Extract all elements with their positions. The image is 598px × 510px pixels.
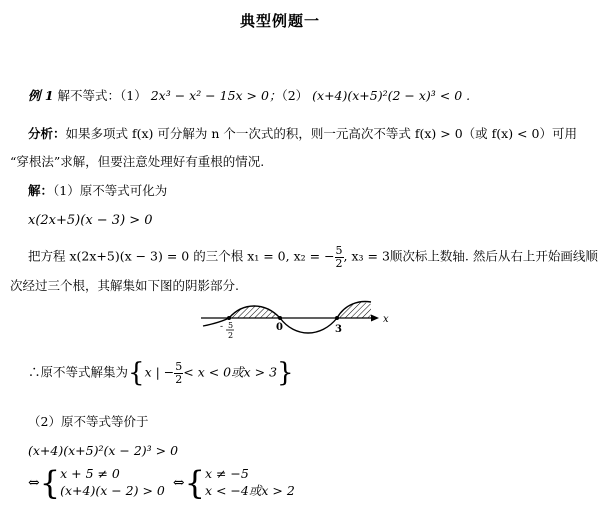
roots-text-a: 把方程 x(2x+5)(x − 3) = 0 的三个根 x₁ = 0, x₂ = − (28, 248, 335, 264)
equation-1: x(2x+5)(x − 3) > 0 (28, 213, 153, 228)
analysis-text-1: 如果多项式 f(x) 可分解为 n 个一次式的积，则一元高次不等式 f(x) > 0（或 f(x) < 0）可用 (65, 126, 577, 141)
system-2-line-2: x < −4或x > 2 (204, 482, 295, 498)
axis-arrow (371, 315, 379, 322)
equation-2: (x+4)(x+5)²(x − 2)³ > 0 (28, 443, 179, 458)
roots-line-1 (28, 245, 598, 269)
step-2: （2）原不等式等价于 (28, 414, 149, 429)
root-point-left (227, 316, 231, 320)
root-left-denominator: 2 (228, 331, 234, 340)
page-title: 典型例题一 (239, 12, 320, 30)
sign-chart-graph (195, 298, 395, 354)
root-point-right (335, 316, 339, 320)
root-mid-label: 0 (276, 322, 283, 333)
part-2-label: （2） (281, 88, 313, 103)
equivalence-arrow-2: ⇔ (172, 474, 185, 491)
analysis-line-2: “穿根法”求解，但要注意处理好有重根的情况. (10, 154, 265, 169)
inequality-1: 2x³ − x² − 15x > 0； (150, 88, 282, 103)
result-fraction: $\frac{5}{2}$ (175, 359, 183, 386)
system-1-line-1: x + 5 ≠ 0 (60, 466, 120, 481)
fraction-five-halves: $\frac{5}{2}$ (335, 244, 343, 270)
system-1-brace: { (39, 463, 61, 502)
roots-text-b: , x₃ = 3顺次标上数轴. 然后从右上开始画线顺 (343, 248, 598, 264)
system-1 (60, 466, 165, 500)
result-set-a: x | − (144, 364, 175, 380)
result-line (28, 360, 294, 386)
analysis-line-1 (28, 124, 577, 142)
system-1-line-2: (x+4)(x − 2) > 0 (60, 482, 165, 498)
right-brace: } (277, 358, 294, 388)
systems-line (28, 463, 295, 502)
system-2-brace: { (184, 463, 205, 502)
system-2 (205, 466, 295, 500)
root-point-mid (278, 316, 282, 320)
solution-label: 解： (28, 183, 54, 198)
result-prefix: ∴原不等式解集为 (28, 364, 129, 380)
axis-label-x: x (383, 314, 389, 325)
system-2-line-1: x ≠ −5 (204, 466, 249, 481)
inequality-2: (x+4)(x+5)²(2 − x)³ < 0 . (312, 88, 471, 103)
example-label: 例 1 (28, 88, 54, 103)
analysis-label: 分析： (28, 126, 66, 141)
left-brace: { (128, 358, 145, 388)
root-left-numerator: 5 (228, 321, 234, 330)
example-line (28, 86, 470, 104)
root-right-label: 3 (335, 324, 342, 335)
example-intro: 解不等式：（1） (53, 88, 151, 103)
root-left-sign: - (220, 322, 224, 332)
result-set-b: < x < 0或x > 3 (183, 364, 278, 380)
solution-step-1: （1）原不等式可化为 (53, 183, 168, 198)
roots-line-2: 次经过三个根，其解集如下图的阴影部分. (10, 278, 239, 293)
equivalence-arrow-1: ⇔ (28, 474, 40, 491)
solution-line (28, 181, 167, 199)
